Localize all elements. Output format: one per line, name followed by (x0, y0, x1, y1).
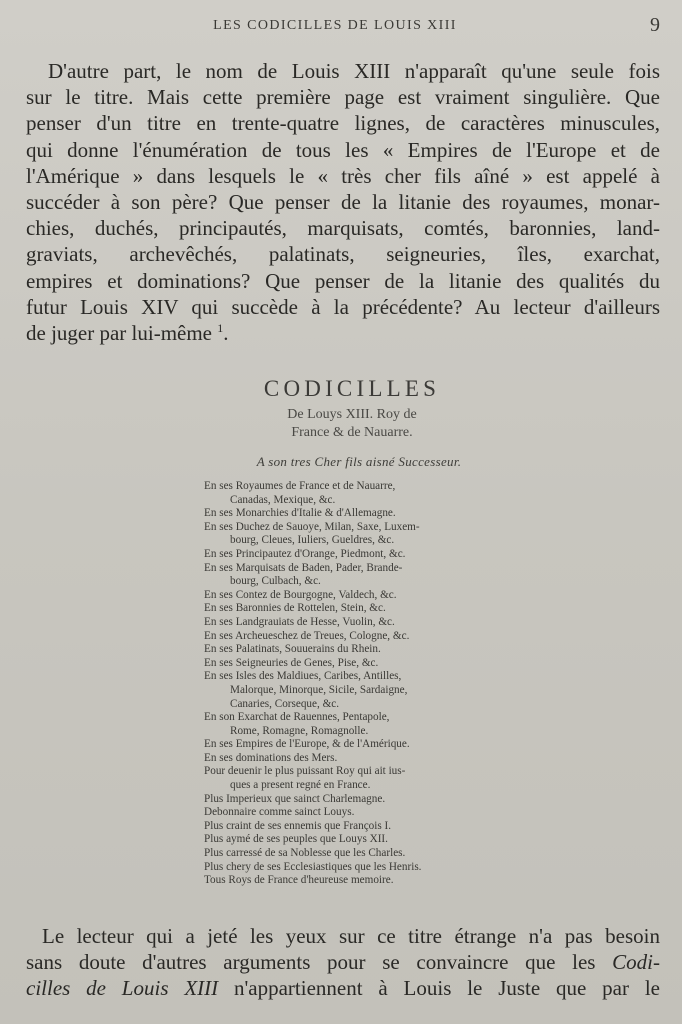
facsimile-entry-line: En ses Empires de l'Europe, & de l'Amérique. (204, 738, 410, 751)
facsimile-entry (204, 589, 682, 603)
facsimile-entry-continuation: Canaries, Corseque, &c. (230, 697, 340, 710)
facsimile-entry (204, 820, 682, 834)
facsimile-subtitle-1: De Louys XIII. Roy de (287, 407, 417, 422)
paragraph-1-line: chies, duchés, principautés, marquisats, comtés, baronnies, land- (26, 216, 660, 241)
facsimile-entry (204, 657, 682, 671)
facsimile-entry (204, 562, 682, 589)
facsimile-entry (204, 861, 682, 875)
facsimile-entry (204, 806, 682, 820)
facsimile-entry-line: En ses Royaumes de France et de Nauarre, (204, 480, 396, 492)
paragraph-1 (26, 58, 660, 346)
facsimile-entry-line: Plus chery de ses Ecclesiastiques que les Henris. (204, 860, 422, 873)
facsimile-entry (204, 630, 682, 644)
paragraph-1-line: futur Louis XIV qui succède à la précédente? Au lecteur d'ailleurs (26, 294, 660, 319)
facsimile-entry (204, 521, 682, 548)
facsimile-entry (204, 480, 682, 507)
facsimile-entry-line: En ses Baronnies de Rottelen, Stein, &c. (204, 602, 386, 615)
facsimile-entry-line: Pour deuenir le plus puissant Roy qui ait ius- (204, 765, 406, 778)
facsimile-entry (204, 793, 682, 807)
facsimile-subtitle-2: France & de Nauarre. (291, 425, 413, 440)
paragraph-2-line: Le lecteur qui a jeté les yeux sur ce titre étrange n'a pas besoin (42, 924, 660, 948)
title-page-facsimile (0, 376, 682, 888)
paragraph-1-text (26, 58, 660, 346)
paragraph-1-line: graviats, archevêchés, palatinats, seigneuries, îles, exarchat, (26, 242, 660, 267)
facsimile-entry-line: En ses Principautez d'Orange, Piedmont, &c. (204, 547, 406, 560)
facsimile-entry-line: En ses Contez de Bourgogne, Valdech, &c. (204, 588, 397, 601)
paragraph-2-line2-italic: Codi- (612, 950, 660, 975)
facsimile-entry (204, 548, 682, 562)
facsimile-entry-line: Tous Roys de France d'heureuse memoire. (204, 874, 394, 887)
paragraph-1-line: penser d'un titre en trente-quatre lignes, de caractères minuscules, (26, 111, 660, 136)
facsimile-entry (204, 765, 682, 792)
paragraph-1-line: de juger par lui-même $^1$. (26, 321, 229, 346)
facsimile-entry-line: Plus Imperieux que sainct Charlemagne. (204, 792, 386, 805)
paragraph-2-line (26, 949, 660, 975)
paragraph-2-line2-text: sans doute d'autres arguments pour se convaincre que les (26, 950, 613, 975)
footnote-mark: 1 (217, 321, 224, 336)
facsimile-entry (204, 670, 682, 711)
facsimile-entry (204, 874, 682, 888)
facsimile-entry (204, 602, 682, 616)
facsimile-entry-continuation: bourg, Culbach, &c. (230, 575, 321, 588)
facsimile-entry-line: Debonnaire comme sainct Louys. (204, 806, 355, 819)
facsimile-entry-continuation: Rome, Romagne, Romagnolle. (230, 724, 369, 737)
facsimile-entry-line: En ses Archeueschez de Treues, Cologne, &c. (204, 629, 410, 642)
facsimile-entries (0, 480, 682, 888)
paragraph-1-line: D'autre part, le nom de Louis XIII n'apparaît qu'une seule fois (48, 59, 660, 83)
paragraph-2-line3-text: n'appartiennent à Louis le Juste que par le (218, 976, 660, 1001)
facsimile-entry (204, 711, 682, 738)
page-number: 9 (650, 14, 660, 36)
paragraph-2-line3-italic: cilles de Louis XIII (26, 976, 219, 1001)
facsimile-entry-line: En ses Landgrauiats de Hesse, Vuolin, &c. (204, 615, 395, 628)
facsimile-entry (204, 752, 682, 766)
facsimile-entry-line: En ses Duchez de Sauoye, Milan, Saxe, Luxem- (204, 520, 420, 533)
facsimile-entry-line: Plus carressé de sa Noblesse que les Charles. (204, 847, 406, 860)
facsimile-entry-continuation: Malorque, Minorque, Sicile, Sardaigne, (230, 683, 408, 696)
paragraph-2-text (26, 923, 660, 1002)
facsimile-entry-line: En ses Isles des Maldiues, Caribes, Antilles, (204, 670, 402, 683)
facsimile-title: CODICILLES (263, 376, 441, 401)
facsimile-entry-line: En ses Monarchies d'Italie & d'Allemagne. (204, 507, 396, 520)
facsimile-entry-line: En ses Marquisats de Baden, Pader, Brande- (204, 561, 403, 574)
facsimile-entry-line: En ses Palatinats, Souuerains du Rhein. (204, 643, 381, 656)
facsimile-dedication: A son tres Cher fils aisné Successeur. (256, 454, 462, 469)
running-title: LES CODICILLES DE LOUIS XIII (213, 18, 457, 33)
facsimile-entry-line: Plus aymé de ses peuples que Louys XII. (204, 833, 388, 846)
facsimile-entry-line: En son Exarchat de Rauennes, Pentapole, (204, 711, 390, 724)
facsimile-entry-continuation: Canadas, Mexique, &c. (230, 493, 336, 506)
facsimile-entry-line: En ses Seigneuries de Genes, Pise, &c. (204, 656, 379, 669)
running-head (0, 14, 682, 40)
facsimile-entry (204, 847, 682, 861)
facsimile-entry (204, 833, 682, 847)
facsimile-entry-continuation: ques a present regné en France. (230, 779, 371, 792)
paragraph-1-line: l'Amérique » dans lesquels le « très cher fils aîné » est appelé à (26, 163, 660, 188)
facsimile-entry-continuation: bourg, Cleues, Iuliers, Gueldres, &c. (230, 534, 395, 547)
paragraph-1-line: qui donne l'énumération de tous les « Empires de l'Europe et de (26, 137, 660, 162)
paragraph-1-line: sur le titre. Mais cette première page est vraiment singulière. Que (26, 85, 660, 110)
paragraph-2 (26, 923, 660, 1002)
facsimile-entry (204, 616, 682, 630)
paragraph-1-line: empires et dominations? Que penser de la litanie des qualités du (26, 268, 660, 293)
facsimile-entry-line: En ses dominations des Mers. (204, 751, 338, 764)
facsimile-entry-line: Plus craint de ses ennemis que François I. (204, 819, 392, 832)
paragraph-1-line: succéder à son père? Que penser de la litanie des royaumes, monar- (26, 190, 660, 215)
facsimile-entry (204, 643, 682, 657)
paragraph-2-line (26, 975, 660, 1001)
facsimile-entry (204, 507, 682, 521)
facsimile-entry (204, 738, 682, 752)
